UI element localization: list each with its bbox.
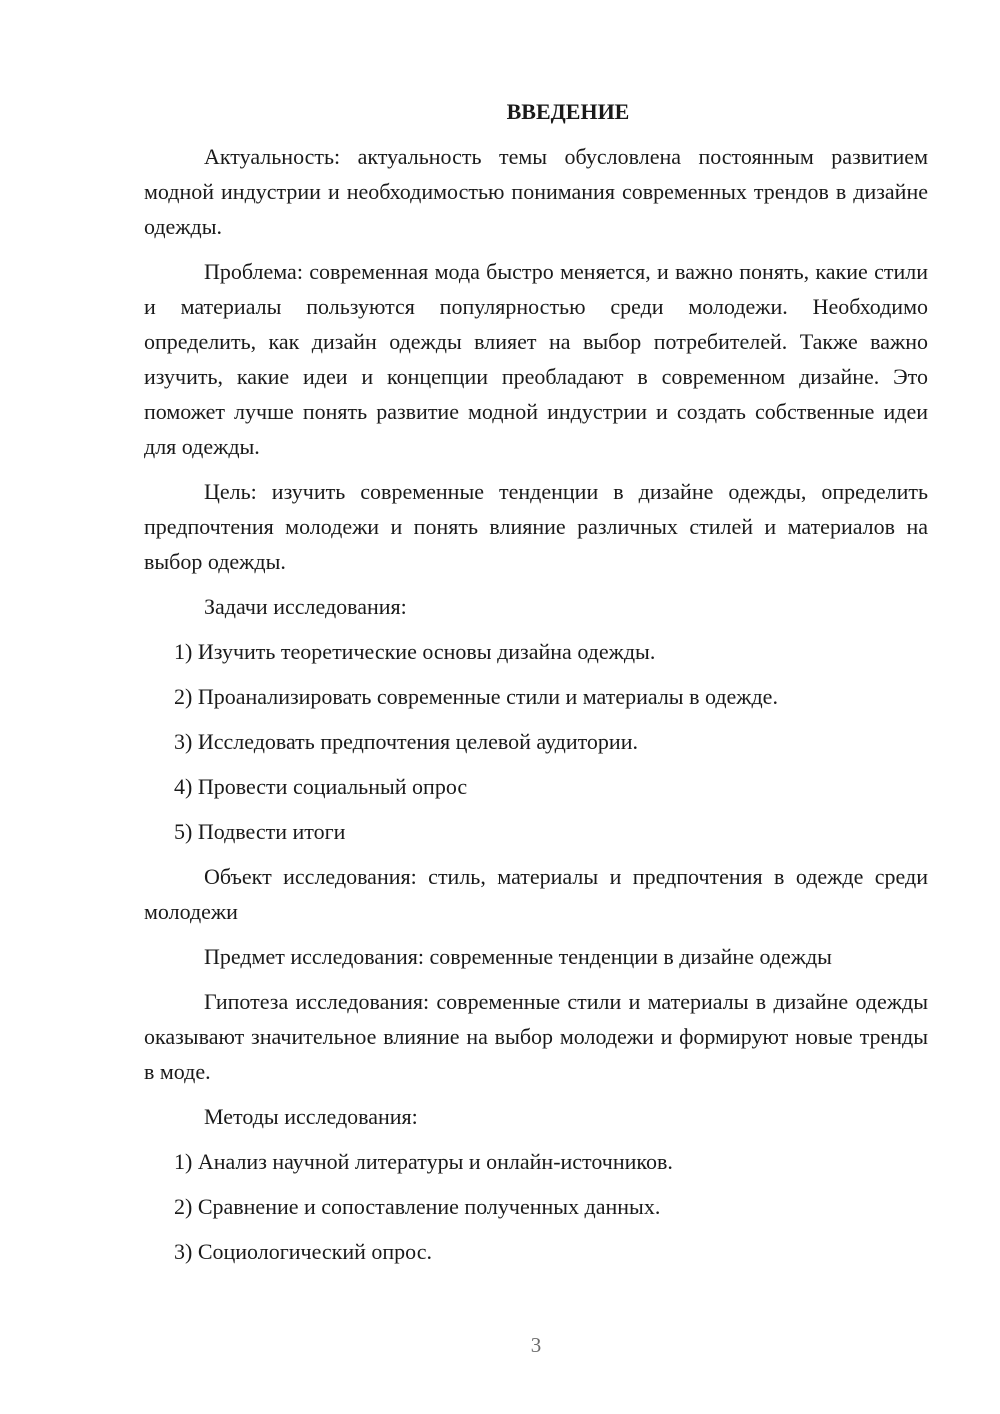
paragraph-goal: Цель: изучить современные тенденции в дизайне одежды, определить предпочтения молодежи и понять влияние различных стилей и материалов на выбор одежды. [144, 479, 928, 574]
paragraph-subject: Предмет исследования: современные тенденции в дизайне одежды [204, 944, 832, 969]
paragraph-problem: Проблема: современная мода быстро меняется, и важно понять, какие стили и материалы пользуются популярностью среди молодежи. Необходимо определить, как дизайн одежды влияет на выбор потребителей. Также важно изучить, какие идеи и концепции преобладают в современном дизайне. Это поможет лучше понять развитие модной индустрии и создать собственные идеи для одежды. [144, 259, 928, 459]
list-item: 3) Социологический опрос. [174, 1239, 432, 1264]
list-item: 1) Изучить теоретические основы дизайна одежды. [174, 639, 656, 664]
list-item: 1) Анализ научной литературы и онлайн-источников. [174, 1149, 673, 1174]
tasks-title: Задачи исследования: [204, 594, 407, 619]
paragraph-hypothesis: Гипотеза исследования: современные стили и материалы в дизайне одежды оказывают значительное влияние на выбор молодежи и формируют новые тренды в моде. [144, 989, 928, 1084]
section-heading: ВВЕДЕНИЕ [506, 99, 630, 124]
list-item: 2) Сравнение и сопоставление полученных данных. [174, 1194, 661, 1219]
page-number: 3 [530, 1333, 542, 1357]
list-item: 5) Подвести итоги [174, 819, 346, 844]
paragraph-relevance: Актуальность: актуальность темы обусловлена постоянным развитием модной индустрии и необходимостью понимания современных трендов в дизайне одежды. [144, 144, 928, 239]
document-body [144, 94, 928, 1279]
methods-list [144, 1144, 928, 1269]
paragraph-object: Объект исследования: стиль, материалы и предпочтения в одежде среди молодежи [144, 864, 928, 924]
list-item: 2) Проанализировать современные стили и материалы в одежде. [174, 684, 778, 709]
tasks-list [144, 634, 928, 849]
methods-title: Методы исследования: [204, 1104, 418, 1129]
list-item: 3) Исследовать предпочтения целевой аудитории. [174, 729, 638, 754]
list-item: 4) Провести социальный опрос [174, 774, 468, 799]
